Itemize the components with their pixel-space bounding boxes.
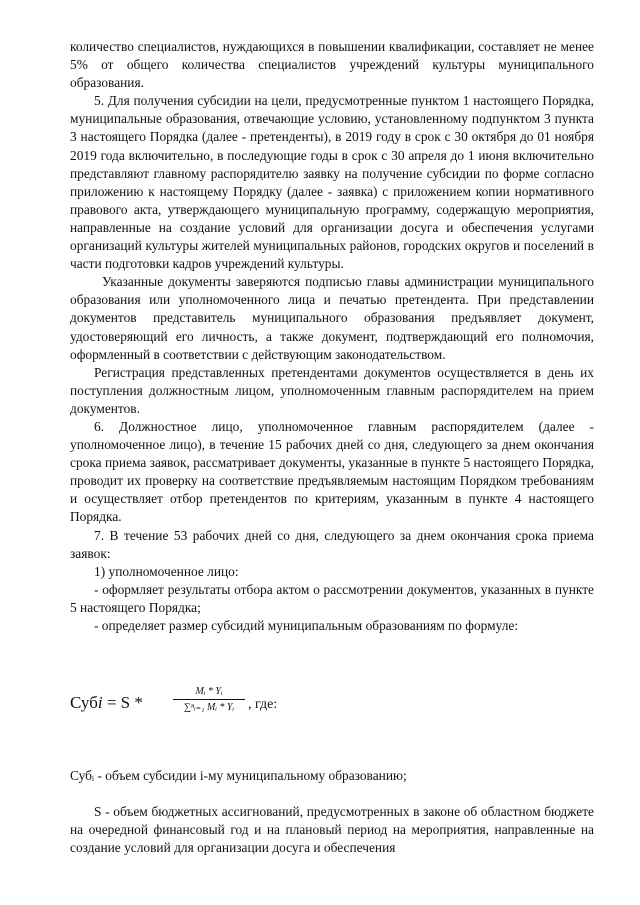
formula-numerator: Mᵢ * Yᵢ — [173, 685, 245, 700]
formula-where: , где: — [248, 697, 278, 713]
document-page — [70, 38, 594, 857]
formula-lhs: Субi = S * — [70, 693, 143, 713]
paragraph-documents: Указанные документы заверяются подписью главы администрации муниципального образования или уполномоченного лица и печатью претендента. При представлении документов представитель муниципального образования предъявляет документ, удостоверяющий его личность, а также документ, подтверждающий его полномочия, оформленный в соответствии с действующим законодательством. — [70, 274, 594, 362]
definition-sub: Субᵢ - объем субсидии i-му муниципальному образованию; — [70, 768, 407, 784]
paragraph-item-5: 5. Для получения субсидии на цели, предусмотренные пунктом 1 настоящего Порядка, муниципальные образования, отвечающие условию, установленному подпунктом 3 пункта 3 настоящего Порядка (далее - претенденты), в 2019 году в срок с 30 октября до 01 ноября 2019 года включительно, в последующие годы в срок с 30 апреля до 1 июня включительно представляют главному распорядителю заявку на получение субсидии по форме согласно приложению к настоящему Порядку (далее - заявка) с приложением копии нормативного правового акта, утверждающего муниципальную программу, содержащую мероприятия, направленные на создание условий для организации досуга и обеспечения услугами организаций культуры жителей муниципальных районов, городских округов и поселений в части подготовки кадров учреждений культуры. — [70, 93, 594, 272]
paragraph-registration: Регистрация представленных претендентами документов осуществляется в день их поступления должностным лицом, уполномоченным главным распорядителем на прием документов. — [70, 364, 594, 416]
formula-fraction — [173, 685, 245, 714]
paragraph-dash-1: - оформляет результаты отбора актом о рассмотрении документов, указанных в пункте 5 настоящего Порядка; — [70, 581, 594, 615]
paragraph-dash-2: - определяет размер субсидий муниципальным образованиям по формуле: — [94, 618, 519, 633]
paragraph-1: количество специалистов, нуждающихся в повышении квалификации, составляет не менее 5% от общего количества специалистов учреждений культуры муниципального образования. — [70, 39, 594, 91]
formula-denominator: ∑ⁿᵢ₌₁ Mᵢ * Yᵢ — [183, 702, 235, 714]
paragraph-item-6: 6. Должностное лицо, уполномоченное главным распорядителем (далее - уполномоченное лицо), в течение 15 рабочих дней со дня, следующего за днем окончания срока приема заявок, рассматривает документы, указанные в пункте 5 настоящего Порядка, проводит их проверку на соответствие предъявляемым настоящим Порядком требованиям и осуществляет отбор претендентов по критериям, указанным в пункте 4 настоящего Порядка. — [70, 418, 594, 525]
paragraph-item-7: 7. В течение 53 рабочих дней со дня, следующего за днем окончания срока приема заявок: — [70, 527, 594, 561]
subsidy-formula — [70, 685, 594, 725]
definition-s: S - объем бюджетных ассигнований, предусмотренных в законе об областном бюджете на очередной финансовый год и на плановый период на мероприятия, направленные на создание условий для организации досуга и обеспечения — [70, 804, 594, 856]
paragraph-subitem-1: 1) уполномоченное лицо: — [94, 563, 239, 579]
